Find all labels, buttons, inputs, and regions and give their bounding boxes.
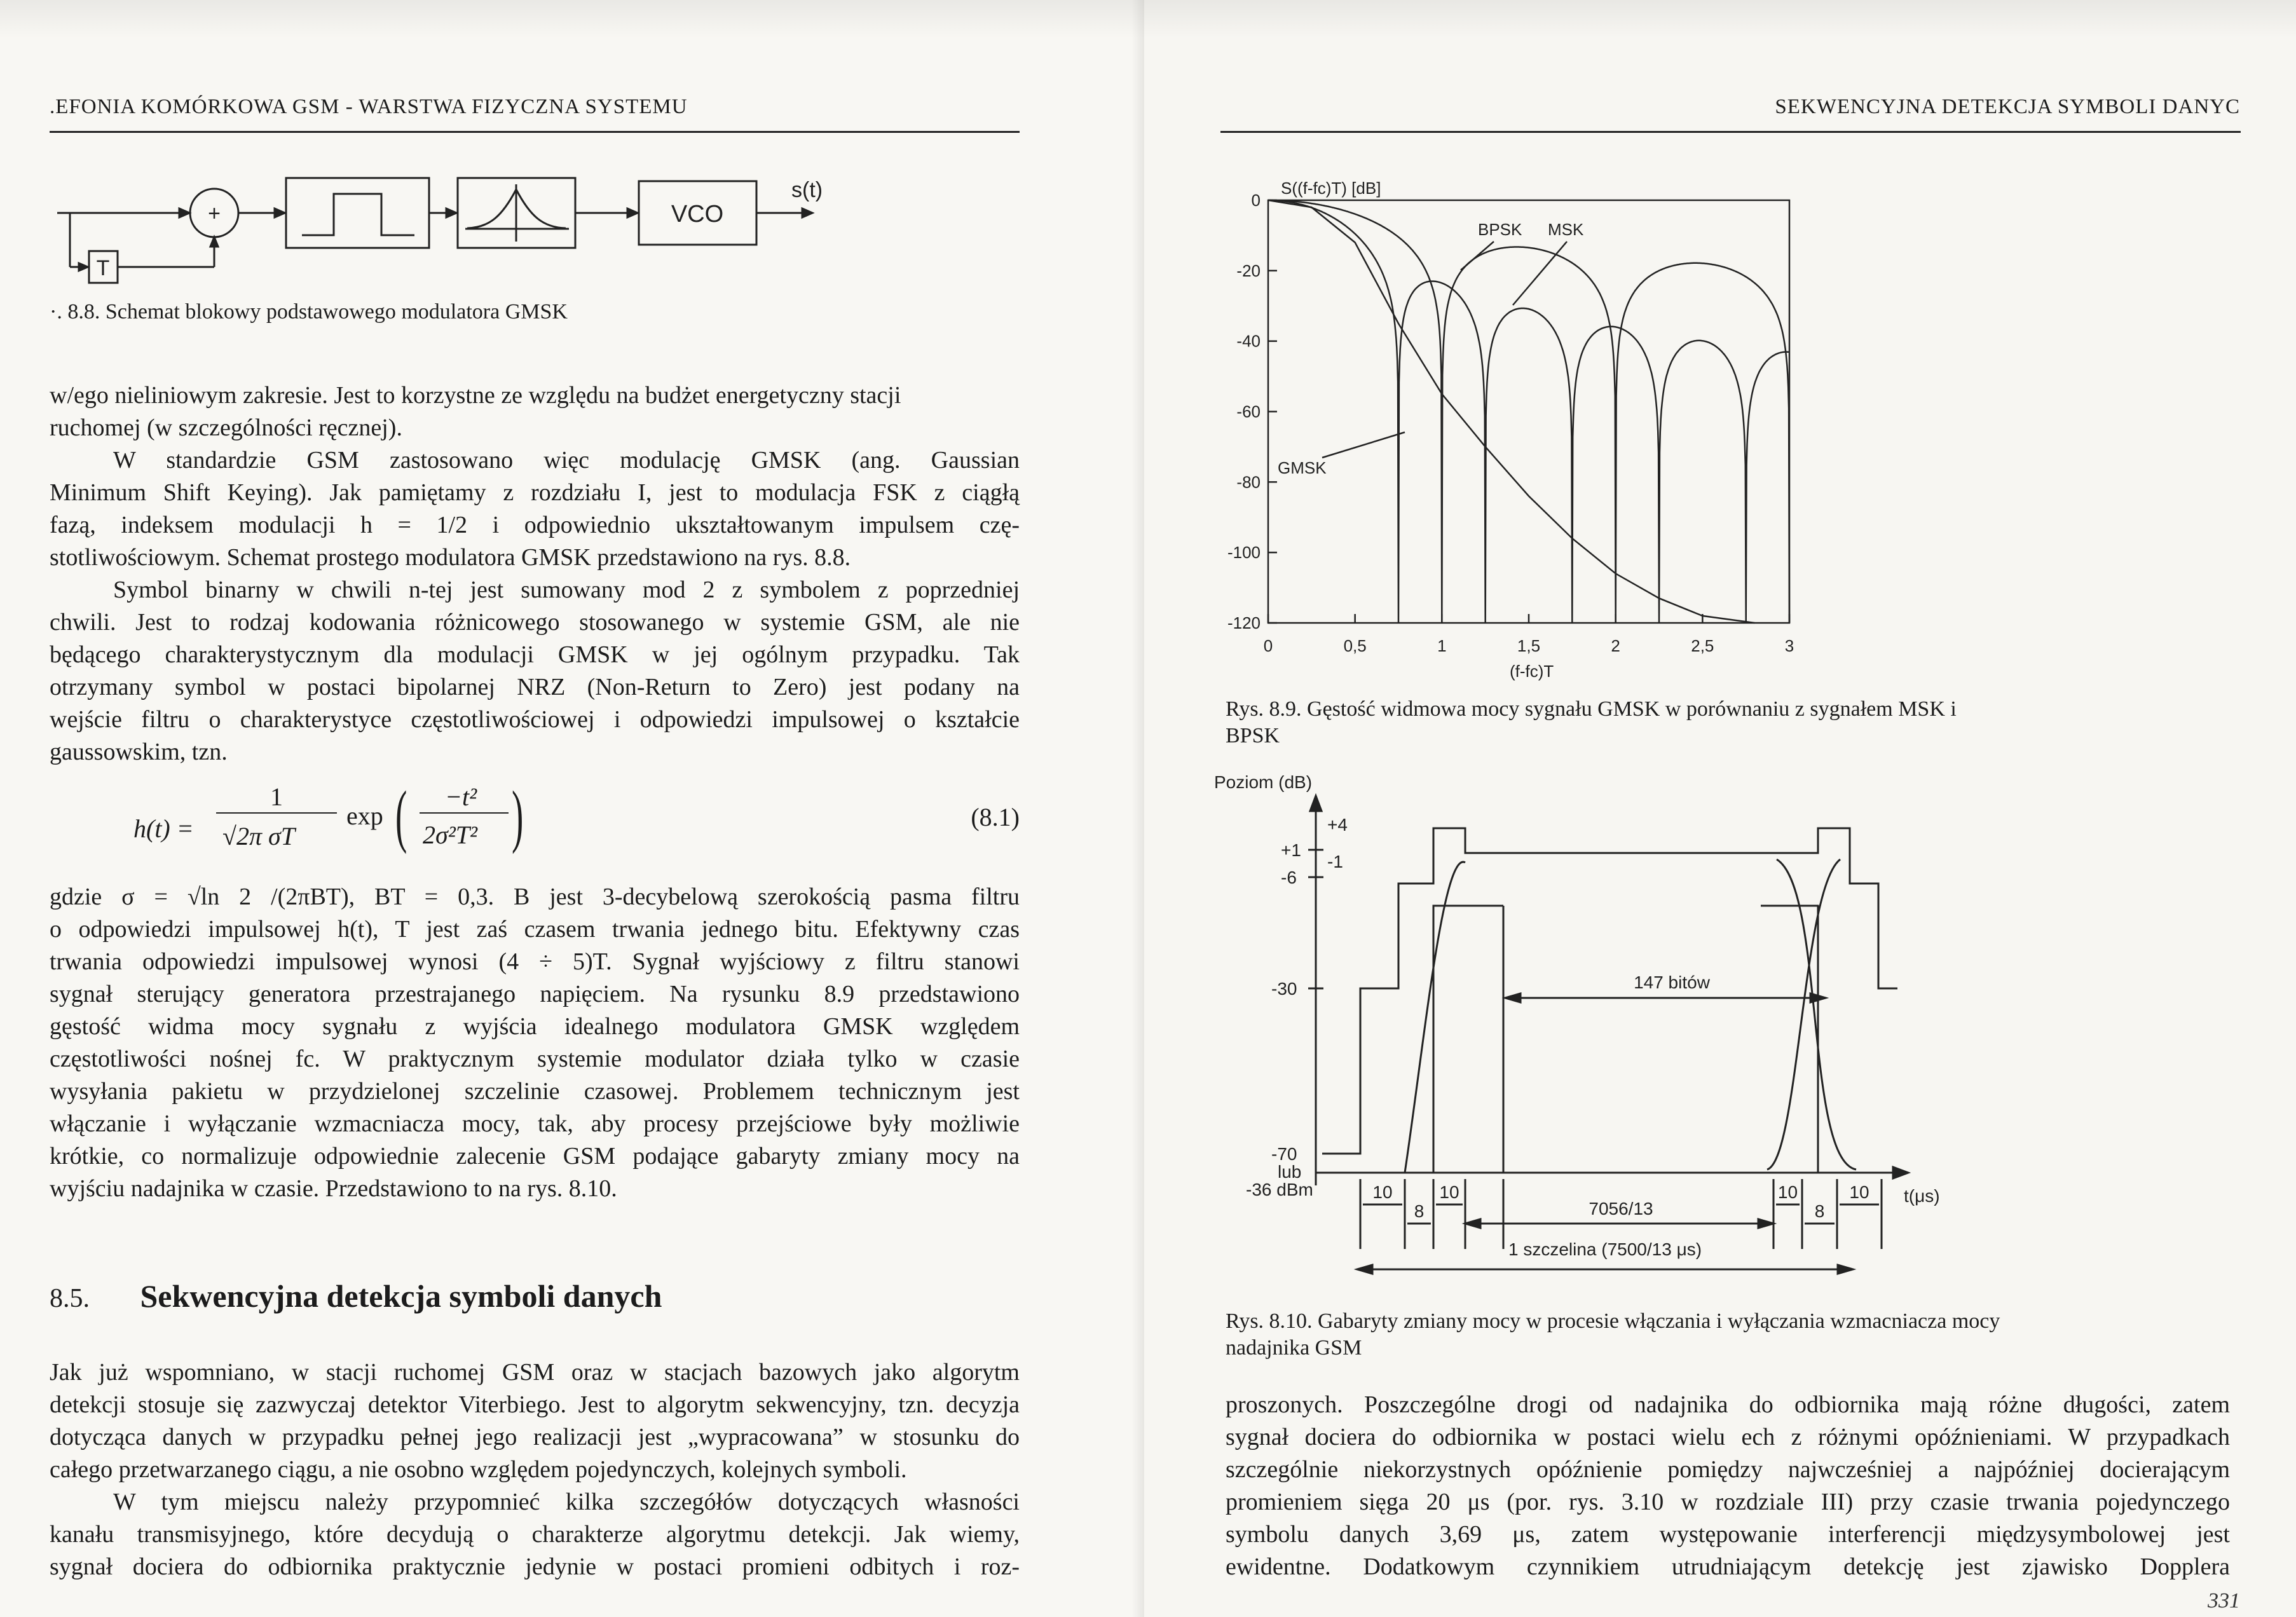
y-tick-label: -40 xyxy=(1236,331,1261,351)
body-text-left xyxy=(50,379,1020,768)
head-rule-left xyxy=(50,131,1020,133)
equation-inner-den: 2σ²T² xyxy=(423,821,477,849)
msk-label: MSK xyxy=(1548,220,1584,239)
delay-label: T xyxy=(96,256,110,280)
segment-label: 10 xyxy=(1439,1182,1459,1202)
body-text-left-2 xyxy=(50,881,1020,1205)
y-tick-label: -6 xyxy=(1281,868,1297,887)
paragraph-4: gdzie σ = √ln 2 /(2πBT), BT = 0,3. B jest 3-decybelową szerokością pasma filtru o odpowiedzi impulsowej h(t), T jest zaś czasem trwania jednego bitu. Efektywny czas trwania odpowiedzi impulsowej wynosi (4 ÷ 5)T. Sygnał wyjściowy z filtru stanowi sygnał sterujący generatora przestrajanego napięciem. Na rysunku 8.9 przedstawiono gęstość widma mocy sygnału z wyjścia idealnego modulatora GMSK względem częstotliwości nośnej fc. W praktycznym systemie modulator działa tylko w czasie wysyłania pakietu w przydzielonej szczelinie czasowej. Problemem technicznym jest włączanie i wyłączanie wzmacniacza mocy, tak, aby procesy przejściowe były możliwie krótkie, co normalizuje odpowiednie zalecenie GSM podające gabaryty zmiany mocy na wyjściu nadajnika w czasie. Przedstawiono to na rys. 8.10. xyxy=(50,884,1020,1202)
running-head-left: .EFONIA KOMÓRKOWA GSM - WARSTWA FIZYCZNA SYSTEMU xyxy=(50,95,688,118)
x-tick-label: 1 xyxy=(1437,636,1447,655)
figure-8-9-chart xyxy=(1214,165,1862,699)
left-page xyxy=(0,0,1144,1617)
output-label: s(t) xyxy=(791,178,823,202)
x-tick-label: 0,5 xyxy=(1343,636,1367,655)
equation-8-1: h(t) = 1 √2π σT exp ( −t² 2σ²T² ) (8.1) xyxy=(133,777,1020,854)
segment-label: 10 xyxy=(1849,1182,1869,1202)
ramp-up-curve xyxy=(1405,862,1465,1173)
paragraph-2: W standardzie GSM zastosowano więc modulację GMSK (ang. Gaussian Minimum Shift Keying). Jak pamiętamy z rozdziału I, jest to modulacja FSK z ciągłą fazą, indeksem modulacji h = 1/2 i odpowiednio ukształtowanym impulsem czę- stotliwościowym. Schemat prostego modulatora GMSK przedstawiono na rys. 8.8. xyxy=(50,447,1020,571)
y-tick-label: -80 xyxy=(1236,472,1261,492)
figure-8-8-caption: ·. 8.8. Schemat blokowy podstawowego modulatora GMSK xyxy=(50,300,568,324)
figure-8-10-caption: Rys. 8.10. Gabaryty zmiany mocy w procesie włączania i wyłączania wzmacniacza mocy nadajnika GSM xyxy=(1226,1309,2000,1360)
segment-label: 8 xyxy=(1414,1201,1425,1221)
y-tick-label: -100 xyxy=(1227,543,1261,563)
scan-shadow xyxy=(0,0,2296,38)
adder-symbol: + xyxy=(208,201,221,226)
y-tick-label: -20 xyxy=(1236,261,1261,280)
y-tick-label: -30 xyxy=(1271,979,1297,999)
slot-arrow-right xyxy=(1838,1265,1853,1274)
y-axis-label: Poziom (dB) xyxy=(1214,772,1313,792)
y-tick-label: lub xyxy=(1278,1162,1302,1182)
bpsk-curve xyxy=(1268,200,1789,623)
bits-label: 147 bitów xyxy=(1634,972,1710,992)
y-tick-label: -36 dBm xyxy=(1246,1180,1313,1199)
slot-arrow-left xyxy=(1357,1265,1372,1274)
x-axis-label: t(μs) xyxy=(1904,1186,1940,1206)
section-heading xyxy=(50,1278,662,1314)
x-tick-label: 2 xyxy=(1611,636,1620,655)
paragraph-5: Jak już wspomniano, w stacji ruchomej GSM oraz w stacjach bazowych jako algorytm detekcji stosuje się zazwyczaj detektor Viterbiego. Jest to algorytm sekwencyjny, tzn. decyzja dotycząca danych w przypadku pełnej jego realizacji jest „wypracowana” w stosunku do całego przetwarzanego ciągu, a nie osobno względem pojedynczych, kolejnych symboli. xyxy=(50,1359,1020,1483)
equation-frac-den: √2π σT xyxy=(222,822,295,850)
burst-label: 7056/13 xyxy=(1589,1199,1653,1218)
x-axis-label: (f-fc)T xyxy=(1510,662,1554,681)
body-text-left-3 xyxy=(50,1356,1020,1583)
bits-arrow-right xyxy=(1810,993,1826,1002)
figure-8-8-diagram xyxy=(44,159,896,305)
segment-label: 8 xyxy=(1814,1201,1825,1221)
section-number: 8.5. xyxy=(50,1284,90,1313)
y-axis-label: S((f-fc)T) [dB] xyxy=(1281,179,1381,198)
paragraph-right: proszonych. Poszczególne drogi od nadajnika do odbiornika mają różne długości, zatem sygnał dociera do odbiornika w postaci wielu ech z różnymi opóźnieniami. W przypadkach szczególnie niekorzystnych opóźnienie pomiędzy najwcześniej a najpóźniej docierającym promieniem sięga 20 μs (por. rys. 3.10 w rozdziale III) przy czasie trwania pojedynczego symbolu danych 3,69 μs, zatem występowanie interferencji międzysymbolowej jest ewidentne. Dodatkowym czynnikiem utrudniającym detekcję jest zjawisko Dopplera xyxy=(1226,1391,2230,1580)
burst-arrow-right xyxy=(1758,1219,1773,1228)
lower-mask-right xyxy=(1761,906,1818,1173)
paragraph-1: w/ego nieliniowym zakresie. Jest to korzystne ze względu na budżet energetyczny stacji ruchomej (w szczególności ręcznej). xyxy=(50,382,901,441)
head-rule-right xyxy=(1220,131,2241,133)
bpsk-label: BPSK xyxy=(1478,220,1522,239)
x-axis-arrow xyxy=(1893,1167,1908,1178)
gmsk-label: GMSK xyxy=(1278,458,1327,477)
x-tick-label: 1,5 xyxy=(1517,636,1541,655)
msk-pointer xyxy=(1513,242,1567,305)
y-axis-arrow xyxy=(1310,796,1322,811)
running-head-right: SEKWENCYJNA DETEKCJA SYMBOLI DANYC xyxy=(1775,95,2240,118)
equation-lhs: h(t) = xyxy=(133,814,194,843)
section-title: Sekwencyjna detekcja symboli danych xyxy=(140,1278,662,1314)
y-tick-label: +4 xyxy=(1327,815,1348,835)
burst-arrow-left xyxy=(1465,1219,1480,1228)
equation-frac-num: 1 xyxy=(270,782,283,811)
segment-label: 10 xyxy=(1777,1182,1798,1202)
vco-label: VCO xyxy=(671,201,724,228)
x-tick-label: 0 xyxy=(1263,636,1273,655)
lower-mask-left xyxy=(1433,906,1503,1173)
slot-label: 1 szczelina (7500/13 μs) xyxy=(1508,1239,1702,1259)
y-tick-label: -70 xyxy=(1271,1144,1297,1164)
equation-inner-num: −t² xyxy=(445,782,477,811)
equation-exp: exp xyxy=(346,802,383,830)
bits-arrow-left xyxy=(1505,993,1520,1002)
figure-8-10-chart xyxy=(1214,766,1940,1274)
paragraph-3: Symbol binarny w chwili n-tej jest sumowany mod 2 z symbolem z poprzedniej chwili. Jest to rodzaj kodowania różnicowego stosowanego w systemie GSM, ale nie będącego charakterystycznym dla modulacji GMSK w jej ogólnym przypadku. Tak otrzymany symbol w postaci bipolarnej NRZ (Non-Return to Zero) jest podany na wejście filtru o charakterystyce częstotliwościowej i odpowiedzi impulsowej o kształcie gaussowskim, tzn. xyxy=(50,577,1020,765)
gmsk-pointer xyxy=(1322,432,1405,458)
y-tick-label: +1 xyxy=(1281,840,1301,860)
right-page xyxy=(1144,0,2296,1617)
bpsk-pointer xyxy=(1461,242,1494,270)
x-tick-label: 3 xyxy=(1784,636,1794,655)
x-tick-label: 2,5 xyxy=(1691,636,1714,655)
y-tick-label: 0 xyxy=(1251,191,1261,210)
y-tick-label: -60 xyxy=(1236,402,1261,421)
body-text-right xyxy=(1226,1389,2230,1583)
paragraph-6: W tym miejscu należy przypomnieć kilka szczegółów dotyczących własności kanału transmisyjnego, które decydują o charakterze algorytmu detekcji. Jak wiemy, sygnał dociera do odbiornika praktycznie jedynie w postaci promieni odbitych i roz- xyxy=(50,1489,1020,1580)
y-tick-label: -120 xyxy=(1227,613,1261,632)
segment-label: 10 xyxy=(1372,1182,1393,1202)
page-number: 331 xyxy=(2208,1589,2240,1613)
figure-8-9-caption: Rys. 8.9. Gęstość widmowa mocy sygnału GMSK w porównaniu z sygnałem MSK i BPSK xyxy=(1226,697,1957,747)
y-tick-label: -1 xyxy=(1327,852,1343,871)
equation-number: (8.1) xyxy=(971,803,1020,831)
